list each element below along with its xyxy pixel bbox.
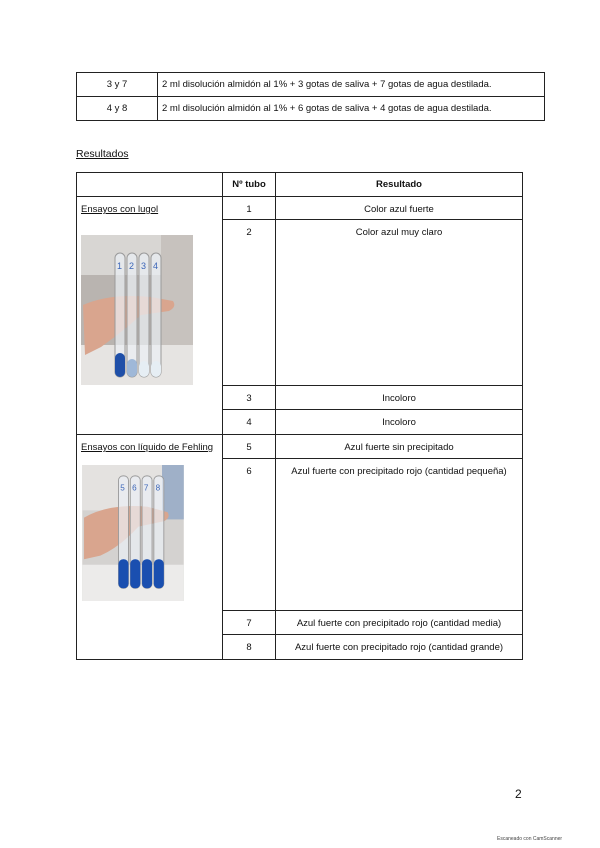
table-row (77, 73, 545, 97)
lugol-label: Ensayos con lugol (81, 204, 159, 215)
table-row (77, 97, 545, 121)
lugol-section (77, 197, 223, 386)
result-cell: Color azul fuerte (276, 197, 523, 220)
top-table (76, 72, 545, 121)
svg-text:3: 3 (141, 261, 147, 271)
svg-text:6: 6 (132, 483, 137, 493)
svg-text:5: 5 (120, 483, 125, 493)
table-row (77, 197, 523, 220)
lugol-test-tubes-photo (81, 235, 193, 385)
svg-text:1: 1 (117, 261, 123, 271)
header-row (77, 173, 523, 197)
svg-text:8: 8 (155, 483, 161, 493)
result-cell: Azul fuerte con precipitado rojo (cantidad media) (276, 611, 523, 635)
fehling-section-cont (77, 611, 223, 635)
description-cell: 2 ml disolución almidón al 1% + 6 gotas de saliva + 4 gotas de agua destilada. (158, 97, 545, 121)
tubes-cell: 4 y 8 (77, 97, 158, 121)
fehling-section (77, 435, 223, 611)
result-cell: Incoloro (276, 386, 523, 410)
table-row (77, 611, 523, 635)
results-heading: Resultados (76, 148, 129, 160)
fehling-label: Ensayos con líquido de Fehling (81, 442, 214, 453)
lugol-section-cont (77, 410, 223, 435)
scanner-footer: Escaneado con CamScanner (497, 836, 563, 842)
tube-cell: 5 (223, 435, 276, 459)
table-row (77, 635, 523, 660)
tubes-cell: 3 y 7 (77, 73, 158, 97)
results-table (76, 172, 523, 660)
tube-cell: 1 (223, 197, 276, 220)
lugol-section-cont (77, 386, 223, 410)
description-cell: 2 ml disolución almidón al 1% + 3 gotas de saliva + 7 gotas de agua destilada. (158, 73, 545, 97)
svg-text:2: 2 (129, 261, 135, 271)
result-cell: Azul fuerte con precipitado rojo (cantidad pequeña) (276, 459, 523, 611)
result-cell: Azul fuerte con precipitado rojo (cantidad grande) (276, 635, 523, 660)
tube-cell: 2 (223, 220, 276, 386)
header-empty (77, 173, 223, 197)
svg-text:7: 7 (143, 483, 149, 493)
result-cell: Azul fuerte sin precipitado (276, 435, 523, 459)
tube-cell: 4 (223, 410, 276, 435)
header-tube: Nº tubo (223, 173, 276, 197)
svg-text:4: 4 (153, 261, 159, 271)
tube-cell: 7 (223, 611, 276, 635)
header-result: Resultado (276, 173, 523, 197)
result-cell: Color azul muy claro (276, 220, 523, 386)
fehling-test-tubes-photo (81, 465, 185, 601)
result-cell: Incoloro (276, 410, 523, 435)
table-row (77, 386, 523, 410)
tube-cell: 6 (223, 459, 276, 611)
table-row (77, 410, 523, 435)
tube-cell: 8 (223, 635, 276, 660)
page-number: 2 (515, 787, 522, 801)
tube-cell: 3 (223, 386, 276, 410)
fehling-section-cont (77, 635, 223, 660)
table-row (77, 435, 523, 459)
